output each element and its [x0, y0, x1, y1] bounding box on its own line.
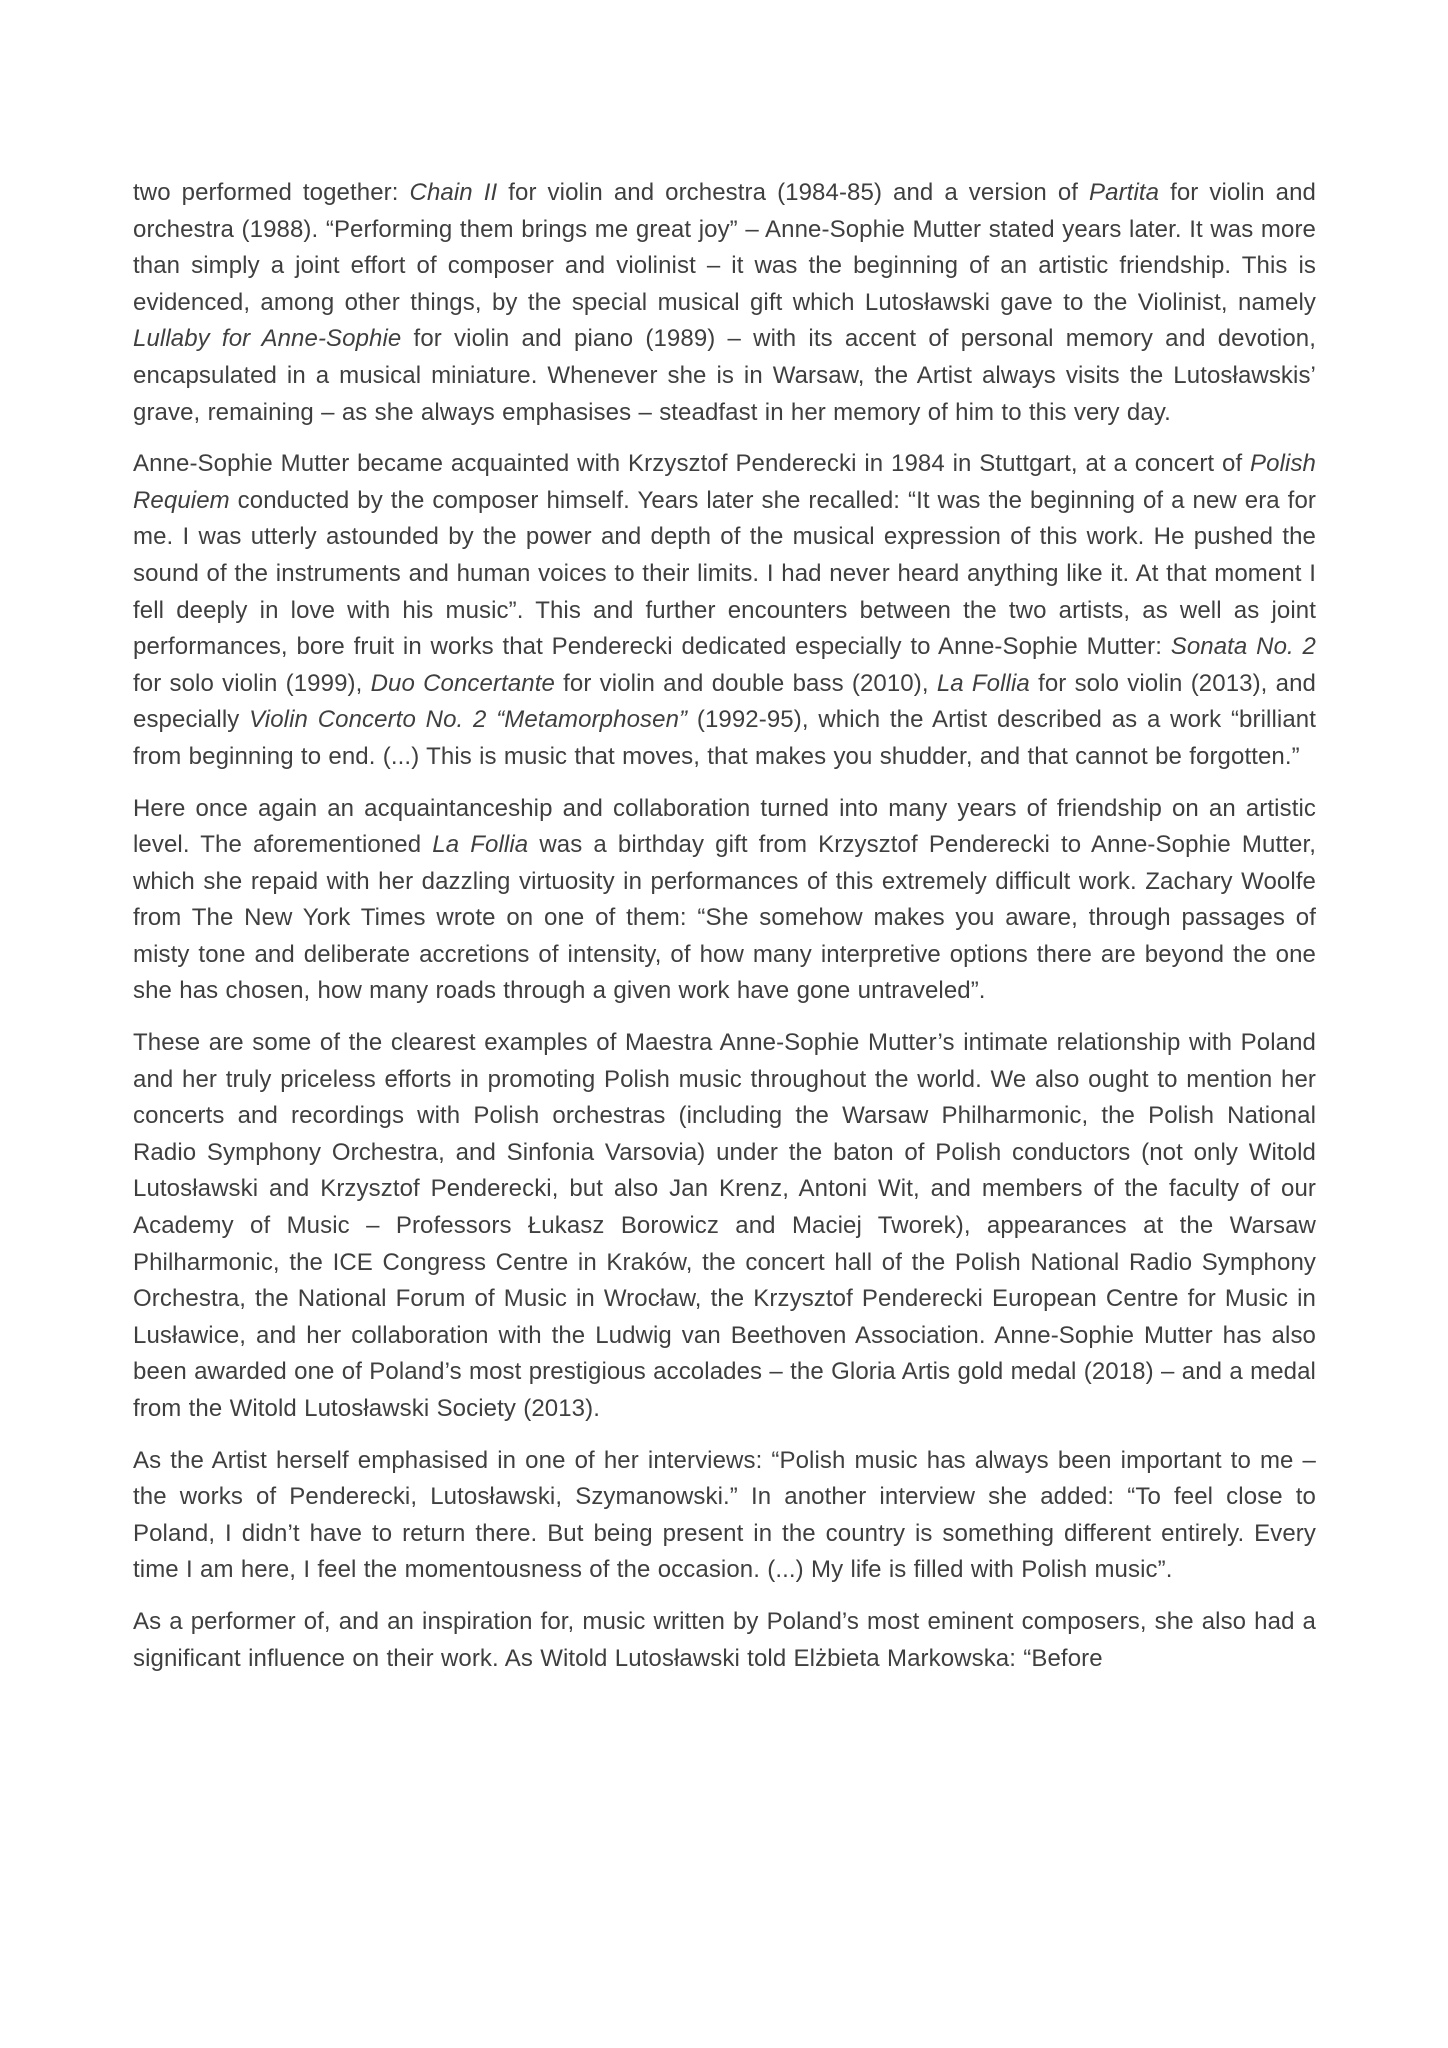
- text-run: for violin and orchestra (1988). “Performing them brings me great joy” – Anne-Sophie Mutter stated years later. It was more than simply a joint effort of composer and violinist – it was the beginning of an artistic friendship. This is evidenced, among other things, by the special musical gift which Lutosławski gave to the Violinist, namely: [133, 179, 1317, 316]
- paragraph: [133, 175, 1316, 431]
- italic-text-run: Violin Concerto No. 2 “Metamorphosen”: [249, 706, 688, 734]
- text-run: Here once again an acquaintanceship and collaboration turned into many years of friendship on an artistic level. The aforementioned: [133, 794, 1316, 859]
- text-run: As the Artist herself emphasised in one of her interviews: “Polish music has always been important to me – the works of Penderecki, Lutosławski, Szymanowski.” In another interview she added: “To feel close to Poland, I didn’t have to return there. But being present in the country is something different entirely. Every time I am here, I feel the momentousness of the occasion. (...) My life is filled with Polish music”.: [133, 1446, 1316, 1584]
- text-run: Anne-Sophie Mutter became acquainted with Krzysztof Penderecki in 1984 in Stuttgart, at a concert of: [133, 450, 1251, 478]
- italic-text-run: La Follia: [936, 669, 1030, 697]
- paragraph: [133, 791, 1316, 1011]
- paragraph: [133, 1443, 1316, 1589]
- text-run: As a performer of, and an inspiration for, music written by Poland’s most eminent composers, she also had a significant influence on their work. As Witold Lutosławski told Elżbieta Markowska: “Before: [133, 1607, 1316, 1672]
- text-run: These are some of the clearest examples of Maestra Anne-Sophie Mutter’s intimate relationship with Poland and her truly priceless efforts in promoting Polish music throughout the world. We also ought to mention her concerts and recordings with Polish orchestras (including the Warsaw Philharmonic, the Polish National Radio Symphony Orchestra, and Sinfonia Varsovia) under the baton of Polish conductors (not only Witold Lutosławski and Krzysztof Penderecki, but also Jan Krenz, Antoni Wit, and members of the faculty of our Academy of Music – Professors Łukasz Borowicz and Maciej Tworek), appearances at the Warsaw Philharmonic, the ICE Congress Centre in Kraków, the concert hall of the Polish National Radio Symphony Orchestra, the National Forum of Music in Wrocław, the Krzysztof Penderecki European Centre for Music in Lusławice, and her collaboration with the Ludwig van Beethoven Association. Anne-Sophie Mutter has also been awarded one of Poland’s most prestigious accolades – the Gloria Artis gold medal (2018) – and a medal from the Witold Lutosławski Society (2013).: [133, 1029, 1316, 1422]
- paragraph: [133, 1604, 1316, 1677]
- text-run: two performed together:: [133, 179, 410, 206]
- paragraph: [133, 1025, 1316, 1428]
- text-run: conducted by the composer himself. Years later she recalled: “It was the beginning of a new era for me. I was utterly astounded by the power and depth of the musical expression of this work. He pushed the sound of the instruments and human voices to their limits. I had never heard anything like it. At that moment I fell deeply in love with his music”. This and further encounters between the two artists, as well as joint performances, bore fruit in works that Penderecki dedicated especially to Anne-Sophie Mutter:: [133, 486, 1316, 661]
- italic-text-run: Sonata No. 2: [1170, 633, 1316, 661]
- text-run: for solo violin (2013), and especially: [133, 669, 1316, 734]
- italic-text-run: Duo Concertante: [370, 669, 555, 697]
- italic-text-run: Partita: [1089, 179, 1160, 206]
- text-run: for violin and double bass (2010),: [554, 669, 937, 697]
- text-run: (1992-95), which the Artist described as a work “brilliant from beginning to end. (...) This is music that moves, that makes you shudder, and that cannot be forgotten.”: [133, 706, 1316, 770]
- paragraph: [133, 446, 1316, 775]
- text-run: for violin and orchestra (1984-85) and a version of: [497, 179, 1090, 206]
- italic-text-run: Chain II: [409, 179, 498, 206]
- italic-text-run: Polish Requiem: [133, 450, 1316, 514]
- text-run: for violin and piano (1989) – with its accent of personal memory and devotion, encapsulated in a musical miniature. Whenever she is in Warsaw, the Artist always visits the Lutosławskis’ grave, remaining – as she always emphasises – steadfast in her memory of him to this very day.: [133, 325, 1316, 426]
- text-run: for solo violin (1999),: [133, 669, 371, 697]
- italic-text-run: Lullaby for Anne-Sophie: [133, 325, 402, 353]
- italic-text-run: La Follia: [432, 831, 529, 859]
- text-run: was a birthday gift from Krzysztof Penderecki to Anne-Sophie Mutter, which she repaid with her dazzling virtuosity in performances of this extremely difficult work. Zachary Woolfe from The New York Times wrote on one of them: “She somehow makes you aware, through passages of misty tone and deliberate accretions of intensity, of how many interpretive options there are beyond the one she has chosen, how many roads through a given work have gone untraveled”.: [133, 831, 1316, 1005]
